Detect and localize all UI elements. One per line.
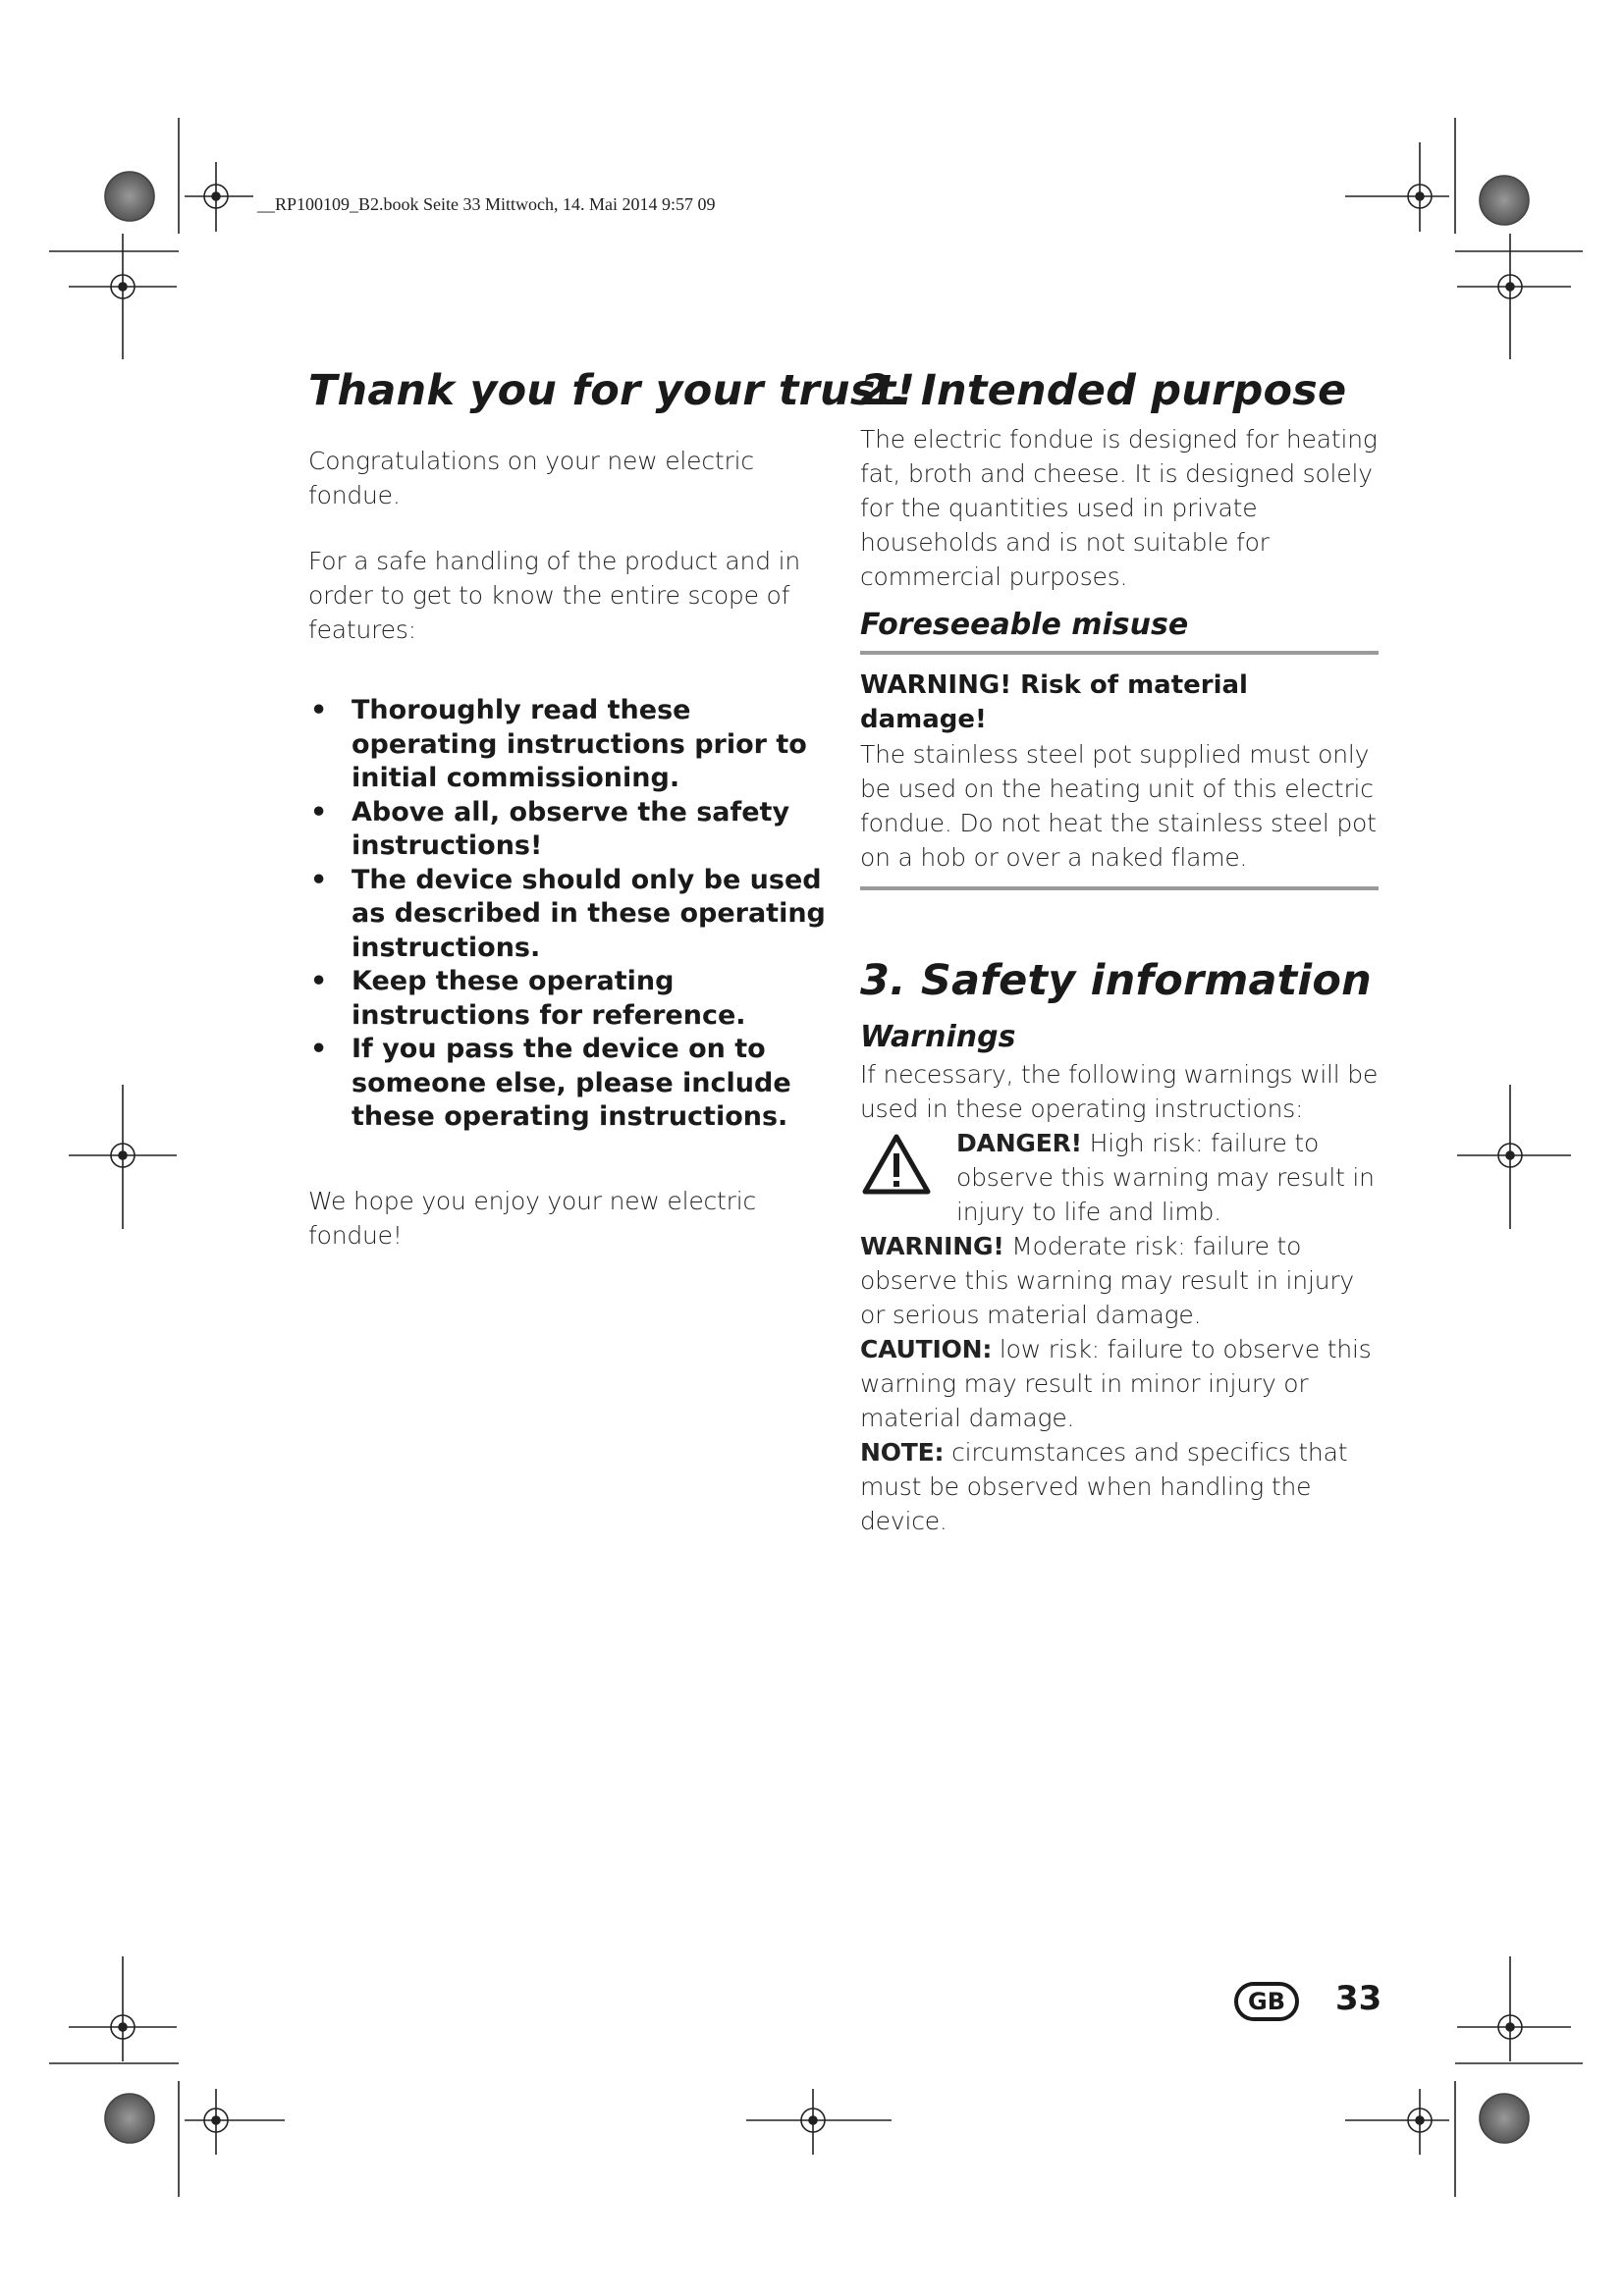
page-number: 33: [1335, 1979, 1382, 2018]
list-item: • Above all, observe the safety instructions!: [310, 796, 790, 861]
danger-text: High risk: failure to observe this warning may result in injury to life and limb.: [956, 1129, 1375, 1226]
warning-text: Moderate risk: failure to observe this warning may result in injury or serious material damage.: [860, 1232, 1355, 1329]
warning-label: WARNING!: [860, 1232, 1004, 1260]
list-item: • Keep these operating instructions for reference.: [310, 966, 746, 1031]
danger-entry: [860, 1126, 1380, 1229]
caution-entry: [860, 1332, 1380, 1435]
intended-purpose-text: The electric fondue is designed for heating fat, broth and cheese. It is designed solely for the quantities used in private households and is not suitable for commercial purposes.: [860, 425, 1378, 591]
caution-text: low risk: failure to observe this warning may result in minor injury or material damage.: [860, 1335, 1372, 1432]
caution-label: CAUTION:: [860, 1335, 993, 1363]
thank-you-title: Thank you for your trust!: [308, 366, 916, 415]
misuse-heading: Foreseeable misuse: [860, 608, 1189, 642]
danger-label: DANGER!: [956, 1129, 1082, 1157]
warning-entry: [860, 1229, 1380, 1332]
note-label: NOTE:: [860, 1438, 945, 1467]
note-text: circumstances and specifics that must be observed when handling the device.: [860, 1438, 1348, 1535]
warnings-heading: Warnings: [860, 1020, 1016, 1054]
list-item: • If you pass the device on to someone else, please include these operating instructions.: [310, 1034, 791, 1132]
list-item: • Thoroughly read these operating instructions prior to initial commissioning.: [310, 695, 807, 793]
lead-in-text: For a safe handling of the product and in order to get to know the entire scope of features:: [308, 547, 801, 644]
material-damage-warning-text: The stainless steel pot supplied must only be used on the heating unit of this electric fondue. Do not heat the stainless steel pot on a hob or over a naked flame.: [860, 740, 1377, 872]
safety-information-title: 3. Safety information: [860, 956, 1372, 1005]
closing-text: We hope you enjoy your new electric fondue!: [308, 1186, 757, 1250]
print-header-line: __RP100109_B2.book Seite 33 Mittwoch, 14. Mai 2014 9:57 09: [257, 194, 716, 214]
left-column: [308, 363, 916, 1253]
right-column: [860, 363, 1380, 1538]
note-entry: [860, 1435, 1380, 1538]
language-badge: GB: [1234, 1982, 1299, 2021]
list-item: • The device should only be used as described in these operating instructions.: [310, 864, 826, 963]
intended-purpose-title: 2. Intended purpose: [860, 366, 1347, 415]
warning-triangle-icon: [862, 1134, 931, 1195]
warnings-intro: If necessary, the following warnings will be used in these operating instructions:: [860, 1060, 1379, 1123]
color-target-icon: [105, 172, 154, 221]
instructions-list: [308, 694, 829, 1135]
material-damage-warning-heading: WARNING! Risk of material damage!: [860, 670, 1248, 734]
intro-text: Congratulations on your new electric fondue.: [308, 447, 754, 509]
